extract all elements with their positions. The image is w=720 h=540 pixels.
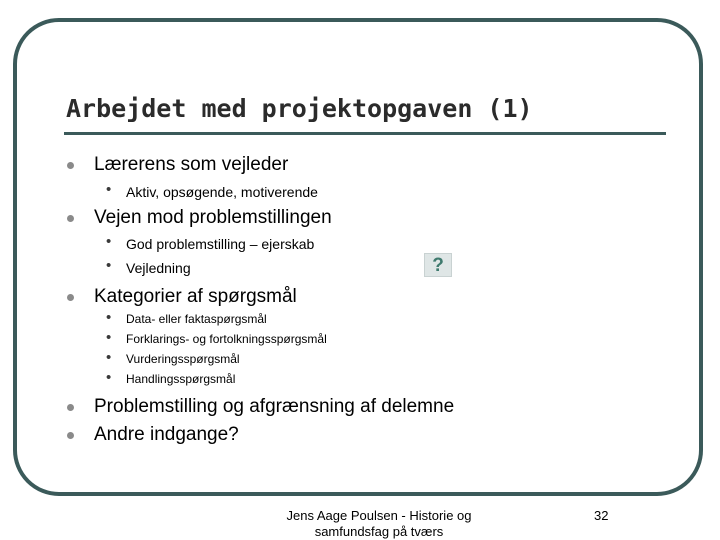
page-number: 32 [594,508,609,523]
bullet-item: Kategorier af spørgsmål [94,286,297,307]
sub-bullet-item: Aktiv, opsøgende, motiverende [126,184,318,200]
sub-bullet-item: Data- eller faktaspørgsmål [126,312,267,326]
sub-bullet-icon: • [106,369,112,386]
slide-title: Arbejdet med projektopgaven (1) [66,94,533,123]
slide-footer [262,508,496,540]
sub-bullet-icon: • [106,329,112,346]
sub-bullet-icon: • [106,349,112,366]
question-mark-icon: ? [432,254,444,276]
footer-author-line: Jens Aage Poulsen - Historie og [286,508,472,523]
bullet-icon [67,432,74,439]
sub-bullet-item: Forklarings- og fortolkningsspørgsmål [126,332,327,346]
bullet-icon [67,215,74,222]
sub-bullet-icon: • [106,181,112,198]
sub-bullet-icon: • [106,309,112,326]
bullet-item: Lærerens som vejleder [94,154,289,175]
bullet-item: Vejen mod problemstillingen [94,207,332,228]
bullet-item: Problemstilling og afgrænsning af delemne [94,396,455,417]
sub-bullet-item: God problemstilling – ejerskab [126,236,315,252]
bullet-icon [67,404,74,411]
title-divider [64,132,666,135]
bullet-icon [67,162,74,169]
help-button[interactable] [424,253,452,277]
sub-bullet-item: Vurderingsspørgsmål [126,352,240,366]
sub-bullet-icon: • [106,257,112,274]
sub-bullet-icon: • [106,233,112,250]
sub-bullet-item: Vejledning [126,260,191,276]
sub-bullet-item: Handlingsspørgsmål [126,372,236,386]
bullet-item: Andre indgange? [94,424,239,445]
footer-author-line: samfundsfag på tværs [314,524,444,539]
bullet-icon [67,294,74,301]
